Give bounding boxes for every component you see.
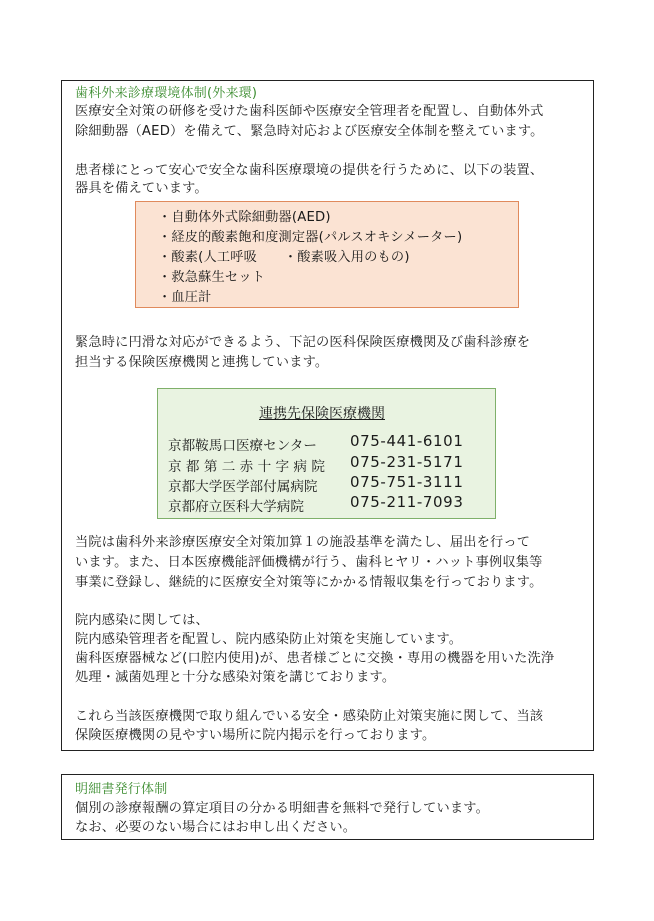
paragraph-line: 緊急時に円滑な対応ができるよう、下記の医科保険医療機関及び歯科診療を bbox=[75, 335, 531, 350]
equipment-item: ・救急蘇生セット bbox=[158, 270, 266, 285]
partner-hospital-tel: 075-211-7093 bbox=[350, 493, 464, 511]
partner-hospital-name: 京都大学医学部付属病院 bbox=[168, 479, 318, 495]
paragraph-line: これら当該医療機関で取り組んでいる安全・感染防止対策実施に関して、当該 bbox=[75, 709, 544, 724]
paragraph-line: 歯科医療器械など(口腔内使用)が、患者様ごとに交換・専用の機器を用いた洗浄 bbox=[75, 651, 555, 666]
section-heading-statement: 明細書発行体制 bbox=[75, 782, 168, 797]
partner-hospital-tel: 075-751-3111 bbox=[350, 473, 464, 491]
paragraph-line: 当院は歯科外来診療医療安全対策加算１の施設基準を満たし、届出を行って bbox=[75, 535, 531, 550]
paragraph-line: 事業に登録し、継続的に医療安全対策等にかかる情報収集を行っております。 bbox=[75, 575, 543, 590]
partner-hospitals-title: 連携先保険医療機関 bbox=[259, 406, 385, 422]
paragraph-line: 保険医療機関の見やすい場所に院内掲示を行っております。 bbox=[75, 728, 436, 743]
paragraph-line: 院内感染管理者を配置し、院内感染防止対策を実施しています。 bbox=[75, 632, 463, 647]
equipment-item: ・自動体外式除細動器(AED) bbox=[158, 210, 331, 225]
paragraph-line: なお、必要のない場合にはお申し出ください。 bbox=[75, 820, 357, 835]
paragraph-line: 個別の診療報酬の算定項目の分かる明細書を無料で発行しています。 bbox=[75, 801, 489, 816]
paragraph-line: 器具を備えています。 bbox=[75, 181, 208, 196]
partner-hospital-name: 京都府立医科大学病院 bbox=[168, 499, 304, 515]
equipment-item: ・経皮的酸素飽和度測定器(パルスオキシメーター) bbox=[158, 230, 463, 245]
paragraph-line: 患者様にとって安心で安全な歯科医療環境の提供を行うために、以下の装置、 bbox=[75, 163, 544, 178]
equipment-item: ・酸素(人工呼吸 ・酸素吸入用のもの) bbox=[158, 250, 410, 265]
paragraph-line: います。また、日本医療機能評価機構が行う、歯科ヒヤリ・ハット事例収集等 bbox=[75, 555, 543, 570]
paragraph-line: 担当する保険医療機関と連携しています。 bbox=[75, 355, 329, 370]
partner-hospital-tel: 075-441-6101 bbox=[350, 432, 464, 450]
partner-hospital-name: 京都鞍馬口医療センター bbox=[168, 438, 317, 454]
partner-hospital-name: 京 都 第 二 赤 十 字 病 院 bbox=[168, 459, 325, 475]
paragraph-line: 医療安全対策の研修を受けた歯科医師や医療安全管理者を配置し、自動体外式 bbox=[75, 104, 544, 119]
partner-hospital-tel: 075-231-5171 bbox=[350, 453, 464, 471]
paragraph-line: 除細動器（AED）を備えて、緊急時対応および医療安全体制を整えています。 bbox=[75, 124, 544, 139]
paragraph-line: 処理・滅菌処理と十分な感染対策を講じております。 bbox=[75, 670, 396, 685]
section-heading-environment: 歯科外来診療環境体制(外来環) bbox=[75, 86, 258, 101]
equipment-item: ・血圧計 bbox=[158, 290, 212, 305]
paragraph-line: 院内感染に関しては、 bbox=[75, 613, 209, 628]
